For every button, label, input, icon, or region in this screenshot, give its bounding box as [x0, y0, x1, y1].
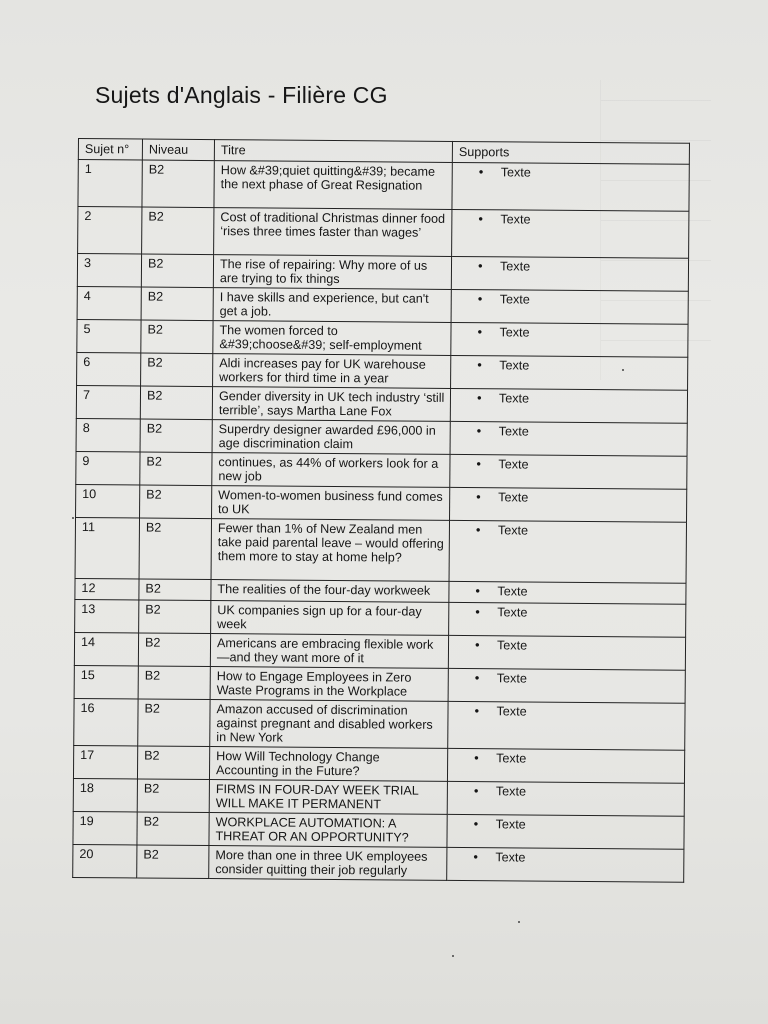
support-cell [448, 668, 685, 703]
subject-number-cell: 10 [76, 484, 140, 518]
support-cell [451, 289, 688, 324]
level-cell: B2 [140, 485, 212, 519]
table-row [78, 160, 689, 212]
support-label: Texte [495, 784, 527, 799]
support-label: Texte [500, 165, 531, 180]
title-cell: The realities of the four-day workweek [211, 580, 449, 603]
support-cell [451, 256, 688, 291]
subject-number-cell: 2 [78, 207, 142, 255]
header-subject-number: Sujet n° [78, 139, 142, 161]
support-cell [448, 701, 685, 750]
support-label: Texte [498, 391, 530, 406]
bullet-icon: • [473, 849, 478, 865]
support-cell [449, 520, 686, 583]
support-cell [450, 388, 687, 423]
subject-number-cell: 9 [76, 451, 140, 485]
support-label: Texte [496, 638, 528, 653]
support-label: Texte [497, 605, 528, 620]
subject-number-cell: 13 [75, 599, 139, 633]
support-cell [447, 781, 684, 816]
level-cell: B2 [137, 845, 209, 879]
title-cell: FIRMS IN FOUR-DAY WEEK TRIAL WILL MAKE IT PERMANENT [209, 780, 447, 815]
bullet-icon: • [476, 489, 481, 505]
support-cell [447, 847, 684, 882]
bullet-icon: • [473, 783, 479, 799]
title-cell: The women forced to &#39;choose&#39; self-employment [213, 321, 451, 356]
subject-number-cell: 19 [73, 811, 137, 845]
support-cell [452, 209, 689, 258]
support-label: Texte [499, 292, 530, 307]
bullet-icon: • [474, 703, 480, 719]
level-cell: B2 [139, 518, 211, 580]
title-cell: continues, as 44% of workers look for a new job [212, 453, 450, 488]
support-label: Texte [496, 704, 527, 719]
level-cell: B2 [137, 779, 209, 813]
speck [518, 921, 520, 923]
support-cell [451, 355, 688, 390]
table-row [77, 352, 688, 390]
level-cell: B2 [137, 746, 209, 780]
bullet-icon: • [476, 390, 482, 406]
subject-number-cell: 14 [74, 632, 138, 666]
bullet-icon: • [476, 456, 482, 472]
header-title: Titre [214, 140, 452, 163]
subject-number-cell: 6 [77, 352, 141, 386]
support-label: Texte [495, 850, 526, 865]
table-row [77, 319, 688, 357]
page-title: Sujets d'Anglais - Filière CG [95, 82, 388, 108]
subject-number-cell: 3 [77, 254, 141, 288]
subject-number-cell: 12 [75, 578, 139, 600]
table-row [76, 385, 687, 423]
bullet-icon: • [477, 258, 483, 274]
title-cell: Women-to-women business fund comes to UK [212, 486, 450, 521]
title-cell: Cost of traditional Christmas dinner food ‘rises three times faster than wages’ [214, 208, 452, 257]
support-cell [449, 602, 686, 637]
support-label: Texte [500, 212, 531, 227]
level-cell: B2 [140, 452, 212, 486]
bullet-icon: • [477, 291, 483, 307]
bullet-icon: • [478, 211, 484, 227]
support-cell [452, 162, 689, 211]
table-row [73, 745, 684, 783]
support-label: Texte [499, 325, 530, 340]
table-row [74, 698, 685, 750]
title-cell: Gender diversity in UK tech industry ‘still terrible’, says Martha Lane Fox [212, 387, 450, 422]
subject-number-cell: 1 [78, 160, 142, 208]
table-row [76, 451, 687, 489]
speck [452, 955, 454, 957]
title-cell: Superdry designer awarded £96,000 in age discrimination claim [212, 420, 450, 455]
header-level: Niveau [142, 139, 214, 161]
title-cell: More than one in three UK employees consider quitting their job regularly [209, 846, 447, 881]
bullet-icon: • [474, 670, 480, 686]
table-row [73, 844, 684, 882]
support-cell [450, 487, 687, 522]
table-row [73, 811, 684, 849]
level-cell: B2 [142, 207, 214, 255]
speck [72, 517, 74, 519]
table-row [76, 418, 687, 456]
level-cell: B2 [138, 666, 210, 700]
subject-number-cell: 20 [73, 844, 137, 878]
table-row [74, 665, 685, 703]
level-cell: B2 [137, 812, 209, 846]
level-cell: B2 [141, 254, 213, 288]
level-cell: B2 [141, 320, 213, 354]
table-row [76, 484, 687, 522]
subject-number-cell: 8 [76, 418, 140, 452]
level-cell: B2 [141, 287, 213, 321]
level-cell: B2 [140, 419, 212, 453]
support-label: Texte [498, 424, 529, 439]
table-row [75, 599, 686, 637]
support-label: Texte [499, 259, 531, 274]
support-label: Texte [496, 671, 527, 686]
title-cell: Americans are embracing flexible work—and they want more of it [210, 634, 448, 669]
support-cell [447, 748, 684, 783]
bullet-icon: • [474, 750, 479, 766]
support-label: Texte [498, 457, 529, 472]
subject-number-cell: 11 [75, 517, 139, 579]
bullet-icon: • [475, 583, 481, 599]
subject-number-cell: 18 [73, 778, 137, 812]
bullet-icon: • [476, 423, 482, 439]
table-body [73, 160, 690, 883]
title-cell: I have skills and experience, but can't get a job. [213, 288, 451, 323]
level-cell: B2 [138, 633, 210, 667]
title-cell: How &#39;quiet quitting&#39; became the next phase of Great Resignation [214, 161, 452, 210]
title-cell: How to Engage Employees in Zero Waste Programs in the Workplace [210, 667, 448, 702]
bullet-icon: • [475, 522, 481, 538]
support-cell [449, 581, 686, 604]
subject-number-cell: 4 [77, 286, 141, 320]
subjects-table [72, 138, 690, 883]
bullet-icon: • [474, 637, 480, 653]
support-label: Texte [498, 490, 529, 505]
bullet-icon: • [473, 816, 479, 832]
subjects-table-wrapper [72, 138, 690, 883]
level-cell: B2 [140, 386, 212, 420]
level-cell: B2 [138, 699, 210, 747]
table-row [78, 207, 689, 259]
level-cell: B2 [142, 160, 214, 208]
table-row [77, 254, 688, 292]
support-cell [451, 322, 688, 357]
subject-number-cell: 16 [74, 698, 138, 746]
subject-number-cell: 15 [74, 665, 138, 699]
support-cell [447, 814, 684, 849]
table-row [75, 517, 686, 583]
title-cell: The rise of repairing: Why more of us are trying to fix things [213, 255, 451, 290]
header-supports: Supports [452, 141, 689, 164]
support-cell [450, 454, 687, 489]
title-cell: Aldi increases pay for UK warehouse workers for third time in a year [213, 354, 451, 389]
title-cell: UK companies sign up for a four-day week [211, 601, 449, 636]
table-row [74, 632, 685, 670]
subject-number-cell: 5 [77, 319, 141, 353]
level-cell: B2 [139, 600, 211, 634]
title-cell: Fewer than 1% of New Zealand men take paid parental leave – would offering them more to stay at home help? [211, 519, 449, 582]
bullet-icon: • [478, 164, 484, 180]
subject-number-cell: 17 [73, 745, 137, 779]
title-cell: WORKPLACE AUTOMATION: A THREAT OR AN OPPORTUNITY? [209, 813, 447, 848]
bullet-icon: • [477, 357, 482, 373]
level-cell: B2 [141, 353, 213, 387]
speck [622, 369, 624, 371]
title-cell: Amazon accused of discrimination against pregnant and disabled workers in New York [210, 700, 448, 749]
support-cell [448, 635, 685, 670]
support-label: Texte [497, 584, 528, 599]
title-cell: How Will Technology Change Accounting in the Future? [209, 747, 447, 782]
table-row [77, 286, 688, 324]
support-label: Texte [499, 358, 530, 373]
support-label: Texte [497, 523, 529, 538]
bullet-icon: • [475, 604, 480, 620]
level-cell: B2 [139, 579, 211, 601]
bullet-icon: • [477, 324, 483, 340]
table-row [73, 778, 684, 816]
subject-number-cell: 7 [76, 385, 140, 419]
support-label: Texte [496, 751, 527, 766]
support-cell [450, 421, 687, 456]
support-label: Texte [495, 817, 526, 832]
